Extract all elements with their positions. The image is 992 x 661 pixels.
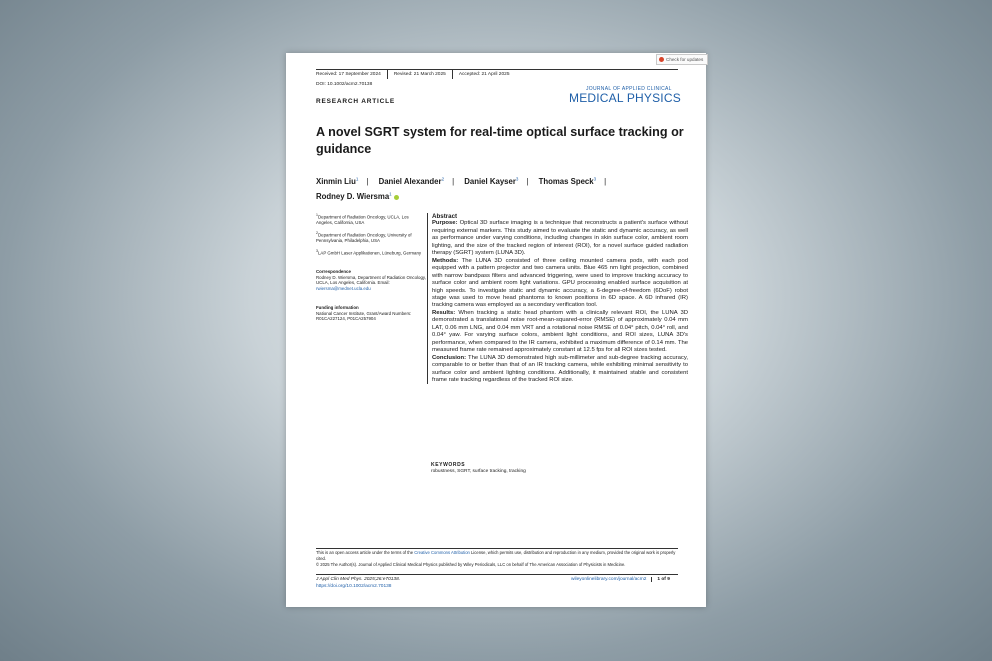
license-notice: This is an open access article under the terms of the Creative Commons Attribution License, which permits use, distribution and reproduction in any medium, provided the original work is properly cited. <box>316 550 676 561</box>
page-info <box>571 577 670 582</box>
author[interactable]: Xinmin Liu$^1$ <box>316 176 359 186</box>
article-page <box>286 53 706 607</box>
journal-logo-line1: JOURNAL OF APPLIED CLINICAL <box>586 86 672 92</box>
article-type: RESEARCH ARTICLE <box>316 98 396 105</box>
affiliation: $^2$Department of Radiation Oncology, University of Pennsylvania, Philadelphia, USA <box>316 231 412 244</box>
footer-divider <box>316 548 678 549</box>
revised-date: Revised: 21 March 2025 <box>394 70 453 79</box>
check-for-updates-button[interactable]: Check for updates <box>656 54 708 65</box>
author[interactable]: Daniel Kayser$^3$ <box>464 176 519 186</box>
author[interactable]: Thomas Speck$^3$ <box>538 176 597 186</box>
orcid-icon[interactable] <box>394 195 399 200</box>
funding-block: Funding information National Cancer Institute, Grant/Award Numbers: R01CA227124, P01CA257904 <box>316 305 412 322</box>
keywords-heading: KEYWORDS <box>431 462 466 468</box>
email-link[interactable]: rwiersma@mednet.ucla.edu <box>316 285 371 291</box>
update-icon <box>659 57 664 62</box>
citation-doi-link[interactable]: https://doi.org/10.1002/acm2.70138 <box>316 583 392 589</box>
page-number: 1 of 9 <box>651 577 670 582</box>
author[interactable]: Rodney D. Wiersma$^1$ <box>316 191 392 202</box>
abstract-heading: Abstract <box>432 213 458 220</box>
license-link[interactable]: Creative Commons Attribution <box>414 550 470 555</box>
correspondence-block: Correspondence Rodney D. Wiersma, Department of Radiation Oncology, UCLA, Los Angeles, California. Email: rwiersma@mednet.ucla.edu <box>316 269 426 291</box>
affiliation: $^3$LAP GmbH Laser Applikationen, Lüneburg, Germany <box>316 249 422 256</box>
article-title: A novel SGRT system for real-time optical surface tracking or guidance <box>316 125 684 156</box>
footer-divider <box>316 574 678 575</box>
doi-text: DOI: 10.1002/acm2.70138 <box>316 82 373 87</box>
affiliation: $^1$Department of Radiation Oncology, UCLA, Los Angeles, California, USA <box>316 213 409 226</box>
journal-logo-line2: MEDICAL PHYSICS <box>569 91 681 105</box>
accepted-date: Accepted: 21 April 2025 <box>458 72 510 77</box>
author[interactable]: Daniel Alexander$^2$ <box>378 176 445 186</box>
journal-site-link[interactable]: wileyonlinelibrary.com/journal/acm2 <box>571 577 647 582</box>
citation-block: J Appl Clin Med Phys. 2025;26:e70138. https://doi.org/10.1002/acm2.70138 <box>316 577 401 589</box>
received-date: Received: 17 September 2024 <box>316 70 388 79</box>
author-list: Xinmin Liu$^1$ | Daniel Alexander$^2$ | Daniel Kayser$^3$ | Thomas Speck$^3$ | Rodney D. Wiersma$^1$ <box>316 176 607 202</box>
keywords-text: robustness, SGRT, surface tracking, tracking <box>431 469 526 474</box>
article-dates <box>316 69 678 79</box>
copyright-notice: © 2025 The Author(s). Journal of Applied Clinical Medical Physics published by Wiley Periodicals, LLC on behalf of The American Association of Physicists in Medicine. <box>316 562 626 567</box>
abstract: Abstract Purpose: Optical 3D surface imaging is a technique that reconstructs a patient's surface without requiring external markers. This study aimed to evaluate the static and dynamic accuracy, as well as performance under varying conditions, including changes in skin surface color, ambient room lighting, and the size of the tracked region of interest (ROI), for a novel surface guided radiation therapy (SGRT) system (LUNA 3D). Methods: The LUNA 3D consisted of three ceiling mounted camera pods, with each pod equipped with a pattern projector and two camera units. Blue 465 nm light projection, combined with narrow bandpass filters and advanced triggering, were used to improve tracking accuracy to surface color and ambient room light variations. GPU processing enabled surface acquisition at high speeds. To investigate static and dynamic accuracy, a 6-degree-of-freedom (6DoF) robot stage was used to move head phantoms to known positions in 6D space. A 6D infrared (IR) tracking camera was employed as a secondary verification tool. Results: When tracking a static head phantom with a clinically relevant ROI, the LUNA 3D demonstrated a translational noise root-mean-squared-error (RMSE) of approximately 0.04 mm LAT, 0.06 mm LNG, and 0.04 mm VRT and a rotational noise RMSE of 0.04° pitch, 0.04° roll, and 0.04° yaw. For varying surface colors, ambient light conditions, and ROI sizes, LUNA 3D's performance, when compared to the IR camera, exhibited a maximum difference of 0.14 mm. The measured frame rate remained approximately constant at 12.5 fps for all ROI sizes tested. Conclusion: The LUNA 3D demonstrated high sub-millimeter and sub-degree tracking accuracy, comparable to or better than that of an IR tracking camera, while exhibiting minimal sensitivity to surface color and ambient lighting conditions. Additionally, it maintained stable and consistent frame rate tracking regardless of the tracked ROI size. <box>427 213 688 384</box>
